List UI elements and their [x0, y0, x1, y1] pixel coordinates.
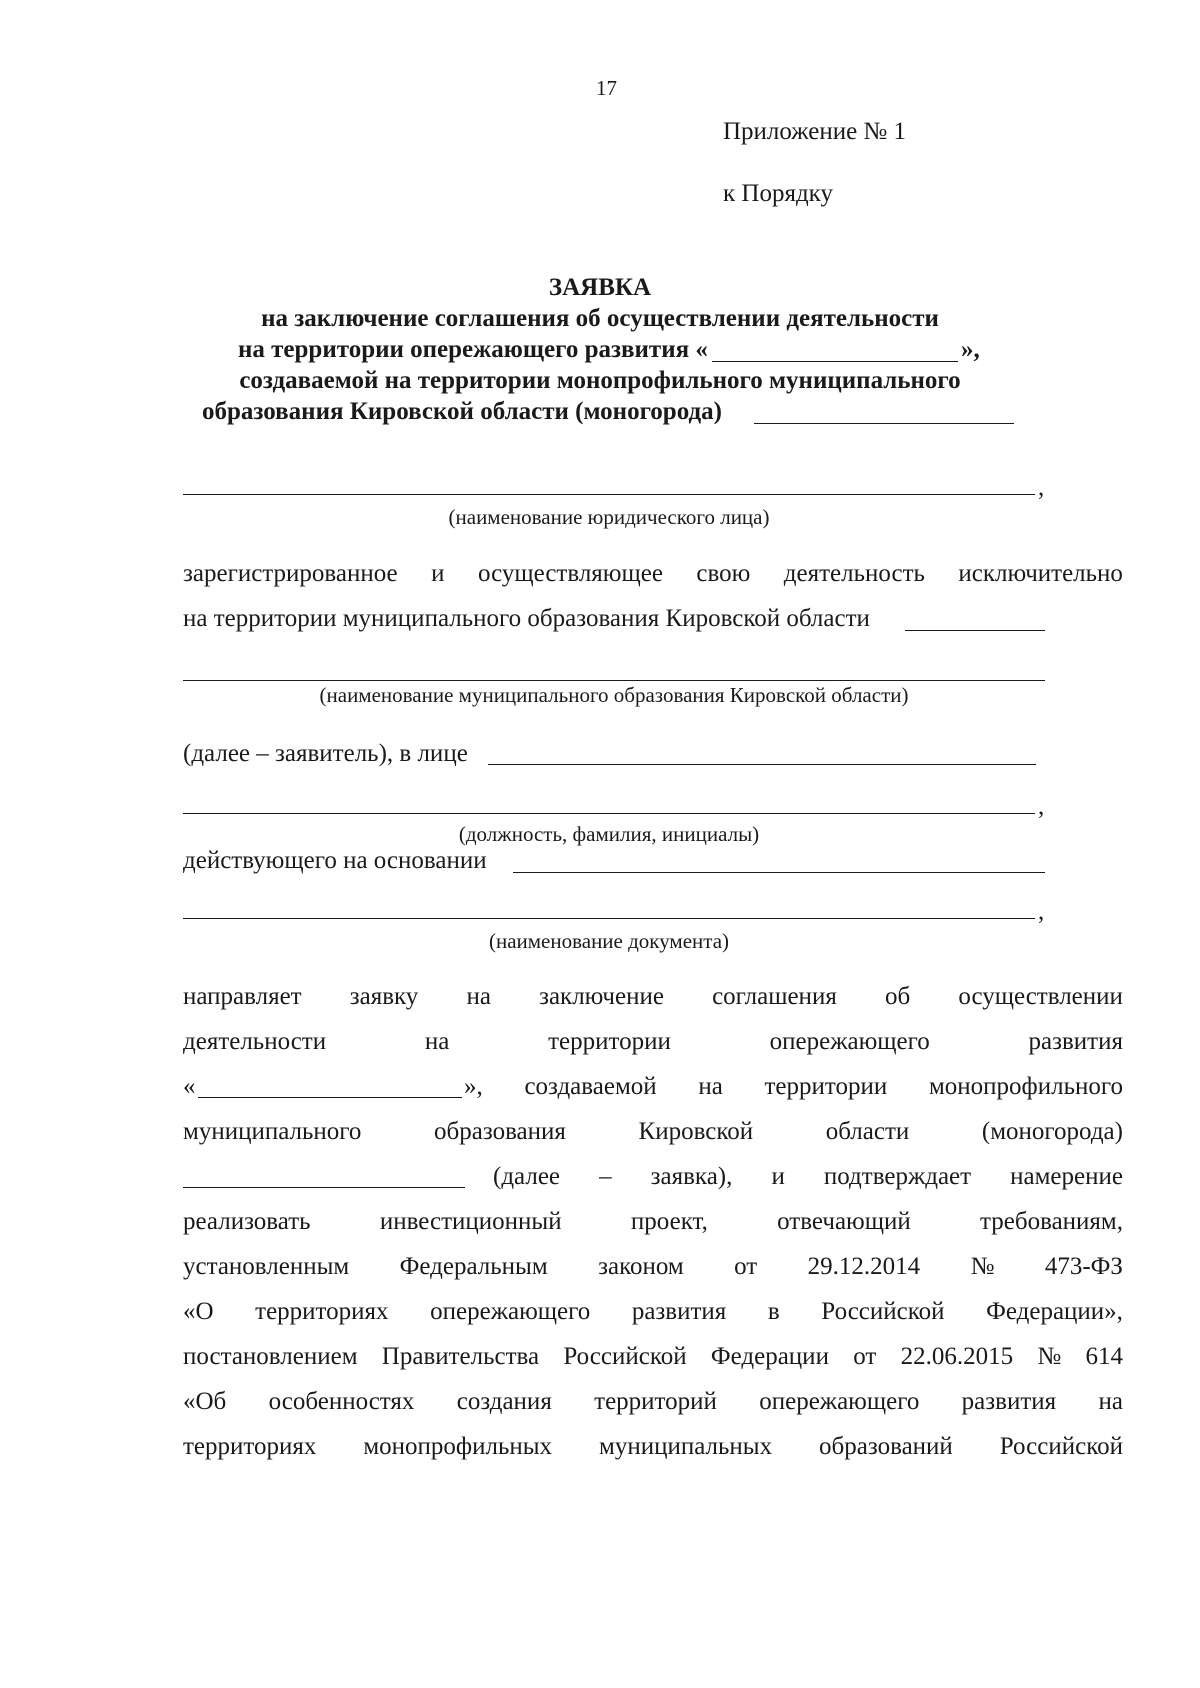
- body-line-3-open-quote: «: [183, 1073, 196, 1100]
- page-number: 17: [596, 76, 617, 100]
- acting-label: действующего на основании: [183, 847, 487, 874]
- body-line-2: деятельности на территории опережающего развития: [183, 1028, 1123, 1055]
- body-line-4: муниципального образования Кировской области (моногорода): [183, 1118, 1123, 1145]
- representative-blank[interactable]: [488, 764, 1036, 765]
- legal-entity-comma: ,: [1038, 474, 1045, 501]
- appendix-number: Приложение № 1: [723, 118, 907, 145]
- applicant-label: (далее – заявитель), в лице: [183, 740, 468, 767]
- registration-line-1: зарегистрированное и осуществляющее свою деятельность исключительно: [183, 560, 1123, 587]
- body-tor-blank[interactable]: [198, 1097, 462, 1098]
- caption-position: (должность, фамилия, инициалы): [458, 822, 760, 846]
- body-line-10: «Об особенностях создания территорий опережающего развития на: [183, 1388, 1123, 1415]
- title-line-1: на заключение соглашения об осуществлении деятельности: [261, 305, 939, 332]
- municipality-blank-1[interactable]: [905, 630, 1045, 631]
- title-line-2-start: на территории опережающего развития «: [238, 336, 708, 363]
- caption-document: (наименование документа): [488, 929, 730, 953]
- monotown-blank[interactable]: [754, 423, 1014, 424]
- document-blank[interactable]: [183, 918, 1035, 919]
- title-line-2-end: »,: [961, 336, 980, 363]
- body-line-1: направляет заявку на заключение соглашения об осуществлении: [183, 983, 1123, 1010]
- caption-municipality: (наименование муниципального образования Кировской области): [319, 683, 909, 707]
- tor-name-blank[interactable]: [712, 361, 958, 362]
- body-line-7: установленным Федеральным законом от 29.12.2014 № 473-ФЗ: [183, 1253, 1123, 1280]
- municipality-blank-2[interactable]: [183, 680, 1045, 681]
- body-line-11: территориях монопрофильных муниципальных образований Российской: [183, 1433, 1123, 1460]
- title-line-4: образования Кировской области (моногорода): [202, 398, 722, 425]
- document-comma: ,: [1038, 898, 1045, 925]
- position-comma: ,: [1038, 793, 1045, 820]
- registration-line-2: на территории муниципального образования Кировской области: [183, 605, 870, 632]
- body-line-5: (далее – заявка), и подтверждает намерение: [493, 1163, 1123, 1190]
- appendix-reference: к Порядку: [723, 180, 833, 207]
- body-line-9: постановлением Правительства Российской Федерации от 22.06.2015 № 614: [183, 1343, 1123, 1370]
- document-title: ЗАЯВКА: [548, 274, 652, 301]
- position-blank[interactable]: [183, 813, 1035, 814]
- body-monotown-blank[interactable]: [183, 1187, 465, 1188]
- body-line-8: «О территориях опережающего развития в Российской Федерации»,: [183, 1298, 1123, 1325]
- body-line-6: реализовать инвестиционный проект, отвечающий требованиям,: [183, 1208, 1123, 1235]
- body-line-3: », создаваемой на территории монопрофильного: [464, 1073, 1123, 1100]
- legal-entity-blank[interactable]: [183, 494, 1035, 495]
- caption-legal-entity: (наименование юридического лица): [448, 505, 770, 529]
- title-line-3: создаваемой на территории монопрофильного муниципального: [239, 367, 961, 394]
- basis-blank[interactable]: [513, 872, 1045, 873]
